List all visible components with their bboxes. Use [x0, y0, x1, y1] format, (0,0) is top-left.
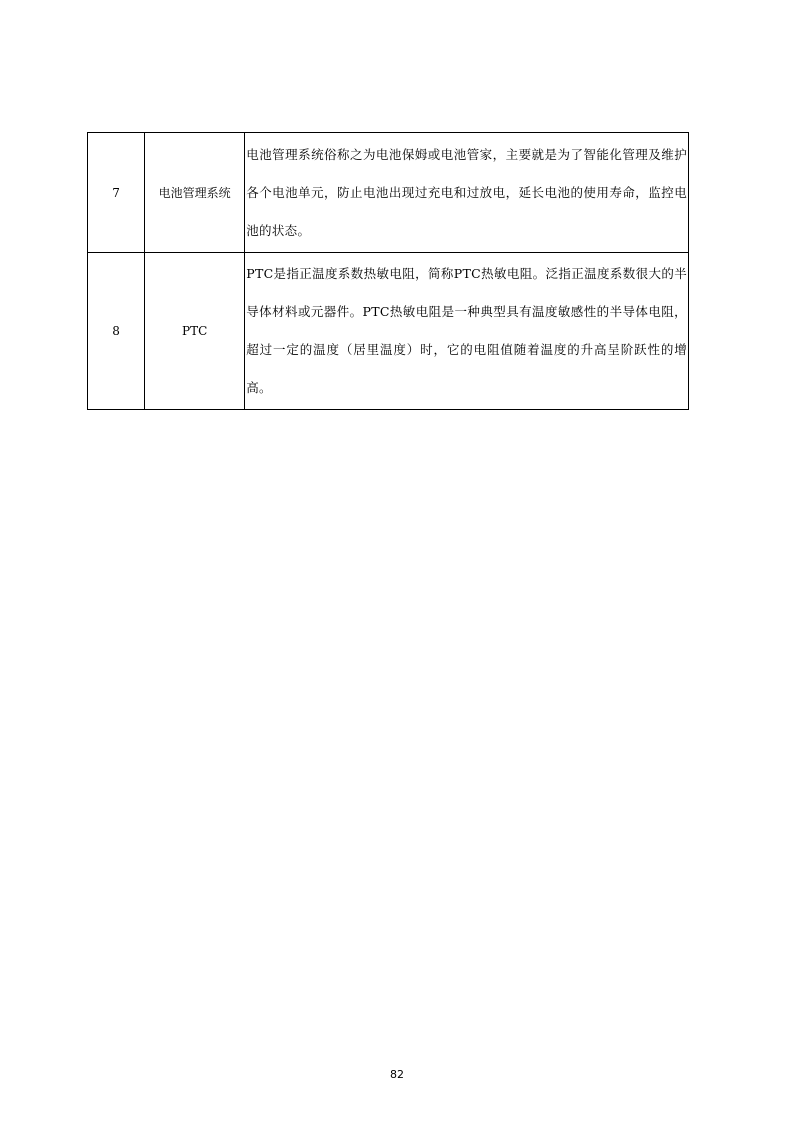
- term-name: PTC: [145, 253, 245, 410]
- term-description: PTC是指正温度系数热敏电阻，简称PTC热敏电阻。泛指正温度系数很大的半导体材料或元器件。PTC热敏电阻是一种典型具有温度敏感性的半导体电阻，超过一定的温度（居里温度）时，它的电阻值随着温度的升高呈阶跃性的增高。: [245, 253, 689, 410]
- page-number: 82: [390, 1068, 404, 1081]
- row-number: 8: [88, 253, 145, 410]
- row-number: 7: [88, 133, 145, 253]
- table-row: [88, 253, 689, 410]
- term-description: 电池管理系统俗称之为电池保姆或电池管家，主要就是为了智能化管理及维护各个电池单元，防止电池出现过充电和过放电，延长电池的使用寿命，监控电池的状态。: [245, 133, 689, 253]
- term-name: 电池管理系统: [145, 133, 245, 253]
- table-row: [88, 133, 689, 253]
- terms-table: [87, 132, 689, 410]
